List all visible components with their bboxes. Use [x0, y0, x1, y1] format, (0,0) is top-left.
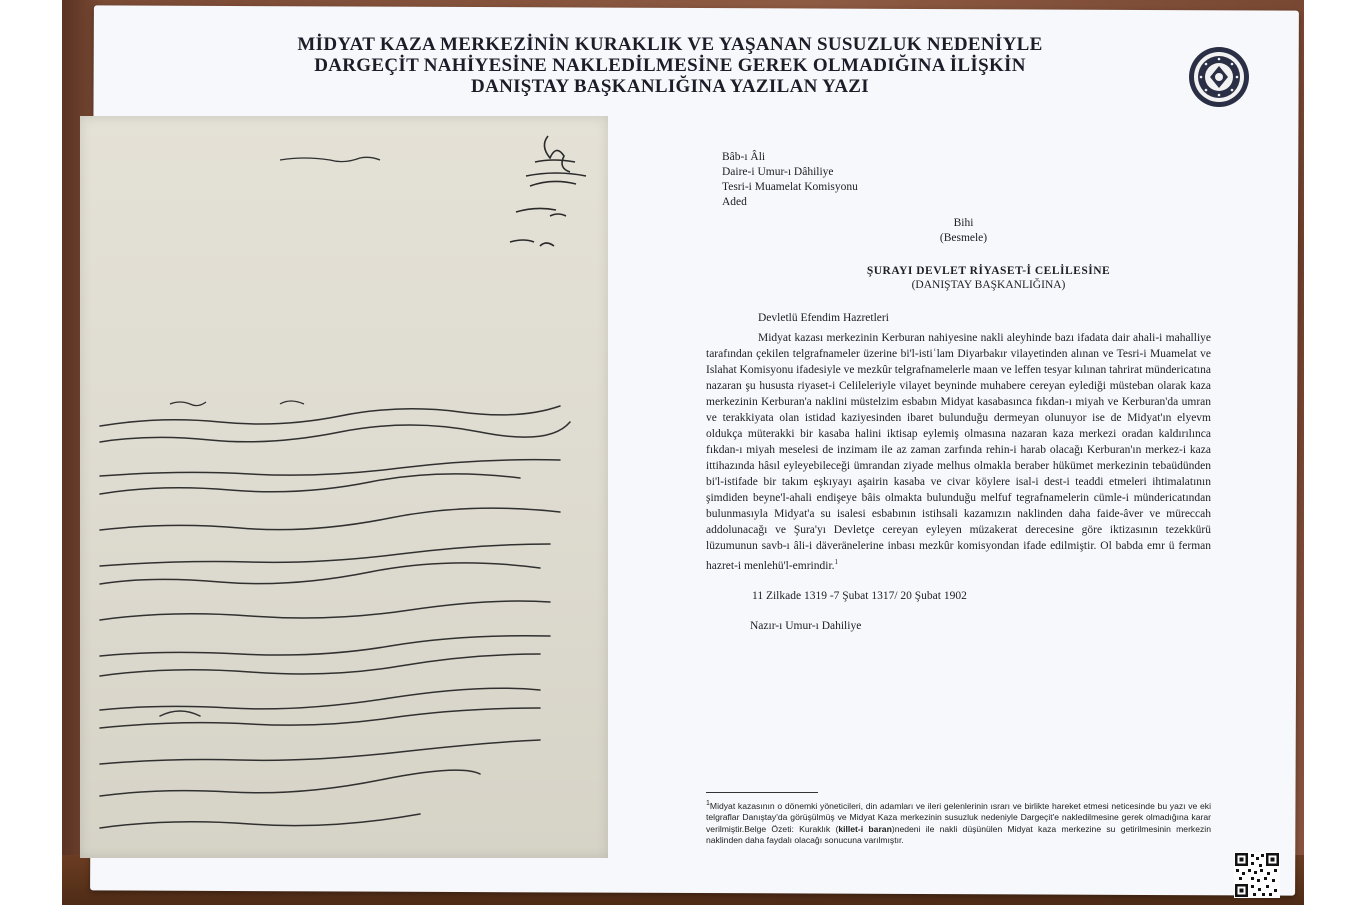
ottoman-seal-stamp-icon	[510, 136, 586, 246]
footnote-part-2: )nedeni ile nakli düşünülen Midyat kaza merkezine su getirilmesinin merkezin naklinden daha faydalı olacağı sonucuna varılmıştır.	[706, 823, 1211, 846]
ottoman-document-photo-icon	[80, 116, 608, 858]
footnote-part-1: Midyat kazasının o dönemki yöneticileri, din adamları ve ileri gelenlerinin ısrarı ve birlikte hareket etmesi neticesinde bu yazı ve eki telgraflar Danıştay'da görüşülmüş ve Midyat Kaza merkezinin susuzluk nedeniyle Dargeçit'e nakledilmesine gerek olmadığına karar verilmiştir.Belge Özeti: Kuraklık (	[706, 800, 1211, 834]
poster-title	[200, 34, 1140, 97]
footnote-divider	[706, 792, 818, 793]
addressee-subtitle: (DANIŞTAY BAŞKANLIĞINA)	[911, 279, 1066, 291]
addressee-title: ŞURAYI DEVLET RİYASET-İ CELİLESİNE	[866, 265, 1111, 277]
header-line-2: Daire-i Umur-ı Dâhiliye	[722, 166, 834, 178]
letter-body-text: Midyat kazası merkezinin Kerburan nahiyesine nakli aleyhinde bazı ifadata dair ahali-i mahalliye tarafından çekilen telgrafnameler üzerine bi'l-istiʿlam Diyarbakır vilayetinden alınan ve Tesri-i Muamelat ve Islahat Komisyonu ifadesiyle ve mezkûr telgrafnamelerle maan ve leffen tesyar kılınan tahrirat mündericatına nazaran şu hususta riyaset-i Celileleriyle vilayet beyninde muhabere cereyan eylediği müsteban olarak kaza merkezinin Kerburan'a naklini müstelzim esbabın Midyat kasabasınca fıkdan-ı miyah ve Kerburan'da umran ve terakkiyata olan istidad kaziyesinden ibaret bulunduğu dermeyan olunuyor ise de Midyat'ın elyevm oldukça müterakki bir kasaba halini iktisap eylemiş olmasına nazaran kaza merkezi oradan kaldırılınca fıkdan-ı miyah meselesi de inzimam ile az zaman zarfında rehin-i harab olacağı Kerburan'ın merkez-i kaza ittihazında hâsıl eyleyebileceği ümrandan ziyade melhus olmakla beraber hükümet merkezinin tebaüdünden bi'l-istifade bir takım eşkıyayı aşairin kasaba ve civar köylere isal-i dest-i teaddi etmeleri ihtimalatının şimdiden beyne'l-ahali endişeye bâis olmakta bulunduğu melfuf tegrafnamelerin cümle-i mündericatından bulunmasıyla Midyat'a su isalesi esbabının istihsali kazamızın naklinden daha faide-âver ve müreccah addolunacağı ve Şura'yı Devletçe cereyan eyleyen müzakerat derecesine göre iktizasının tezekkürü lüzumunun savb-ı âli-i däveränelerine inbası mezkûr komisyondan ifade edilmiştir. Ol babda emr ü ferman hazret-i menlehü'l-emrindir.	[706, 332, 1211, 572]
footnote-reference: 1	[834, 558, 839, 566]
header-line-4: Aded	[722, 196, 747, 208]
header-line-1: Bâb-ı Âli	[722, 151, 766, 163]
header-line-3: Tesri-i Muamelat Komisyonu	[722, 181, 858, 193]
letter-signatory: Nazır-ı Umur-ı Dahiliye	[750, 619, 862, 632]
footnote-mark: 1	[706, 800, 710, 807]
besmele-label: (Besmele)	[939, 232, 988, 244]
archive-seal-icon	[1188, 46, 1250, 108]
letter-date: 11 Zilkade 1319 -7 Şubat 1317/ 20 Şubat 1902	[752, 589, 967, 602]
bihi-label: Bihi	[953, 217, 974, 229]
title-line-2: DARGEÇİT NAHİYESİNE NAKLEDİLMESİNE GEREK OLMADIĞINA İLİŞKİN	[314, 55, 1026, 76]
footnote-text	[706, 798, 1211, 847]
letter-body	[706, 330, 1211, 574]
qr-code-icon[interactable]	[1234, 852, 1280, 898]
title-line-1: MİDYAT KAZA MERKEZİNİN KURAKLIK VE YAŞANAN SUSUZLUK NEDENİYLE	[297, 34, 1043, 55]
title-line-3: DANIŞTAY BAŞKANLIĞINA YAZILAN YAZI	[471, 76, 869, 97]
transcription-block	[706, 150, 1211, 634]
letter-header	[722, 150, 1211, 210]
footnote-bold-term: killet-i baran	[838, 823, 892, 834]
salutation: Devletlü Efendim Hazretleri	[758, 312, 889, 324]
